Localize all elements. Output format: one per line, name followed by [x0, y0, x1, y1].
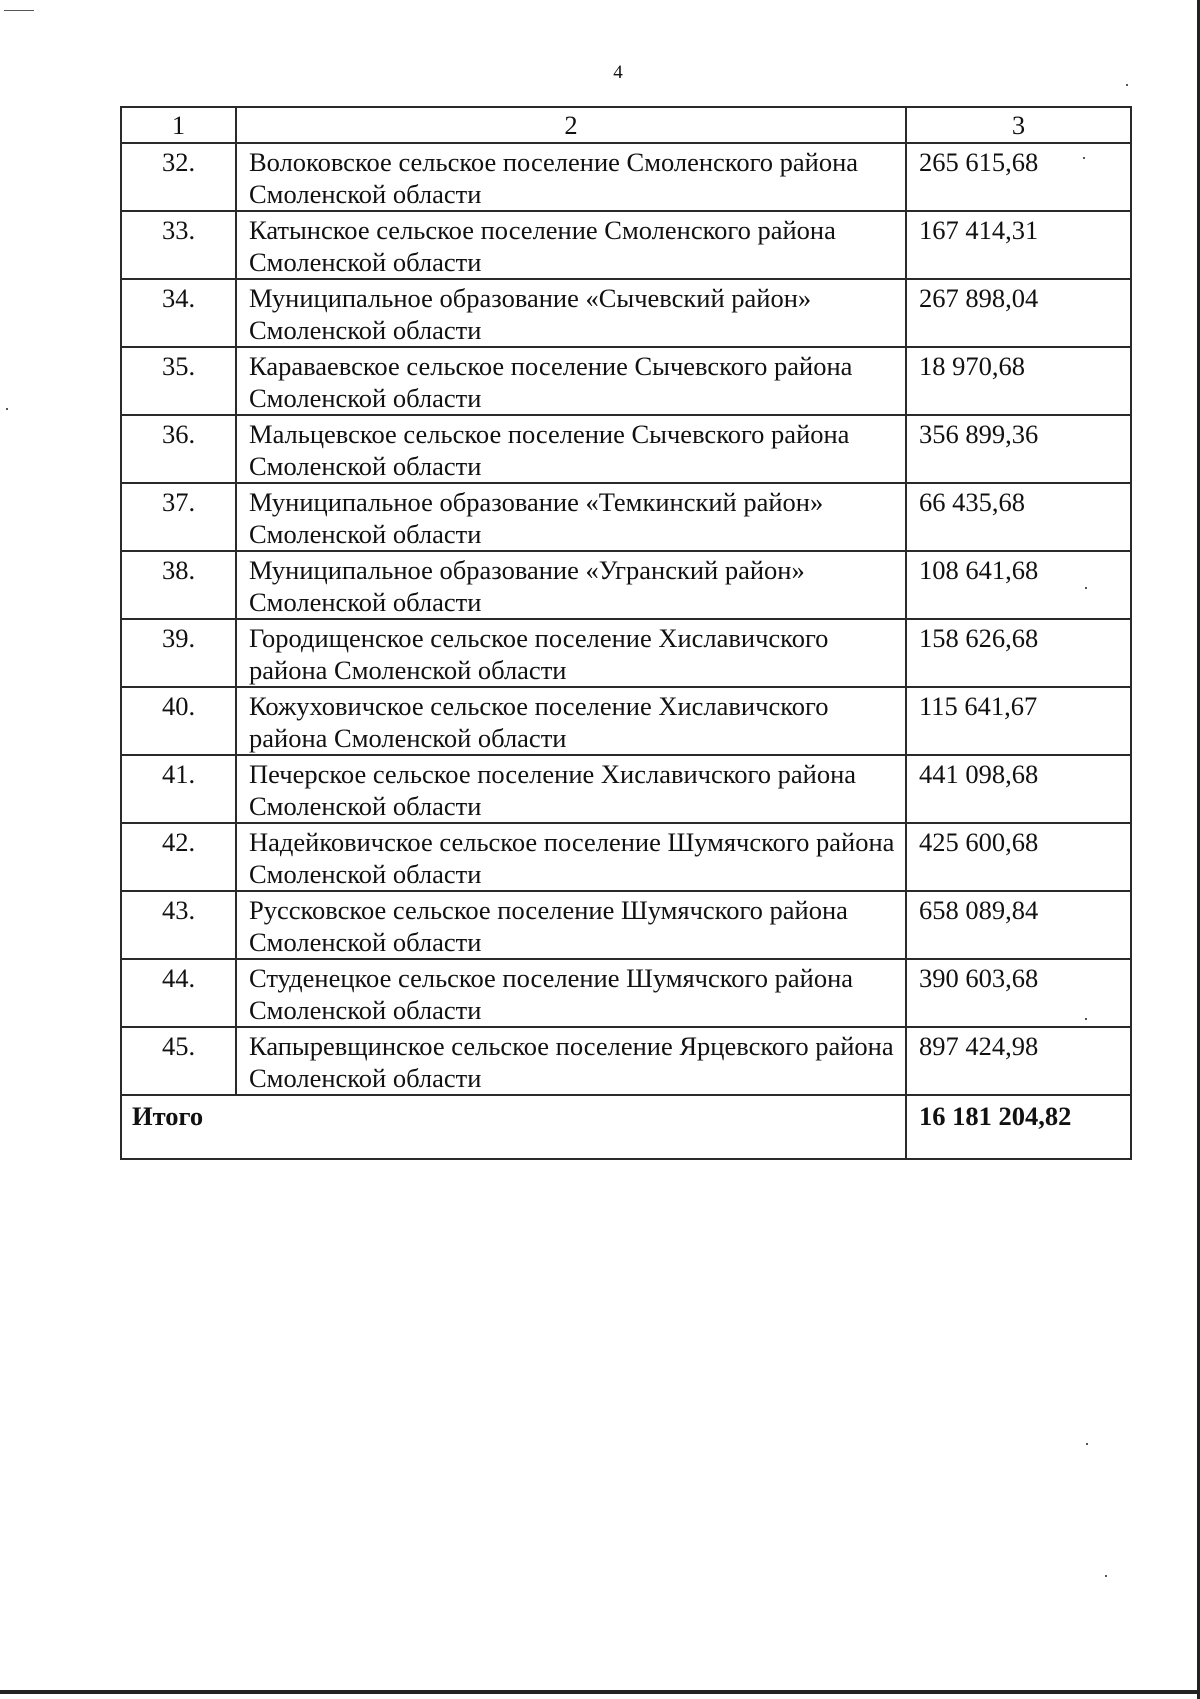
- table-row: [121, 891, 1131, 959]
- amount-value: 108 641,68: [906, 551, 1131, 619]
- municipality-name: Печерское сельское поселение Хиславичского района Смоленской области: [236, 755, 906, 823]
- municipality-name: Катынское сельское поселение Смоленского района Смоленской области: [236, 211, 906, 279]
- table-row: [121, 755, 1131, 823]
- amount-value: 18 970,68: [906, 347, 1131, 415]
- municipality-name: Муниципальное образование «Темкинский район» Смоленской области: [236, 483, 906, 551]
- amount-value: 658 089,84: [906, 891, 1131, 959]
- amount-value: 390 603,68: [906, 959, 1131, 1027]
- row-number: 44.: [121, 959, 236, 1027]
- scan-mark: [1085, 1018, 1087, 1020]
- row-number: 43.: [121, 891, 236, 959]
- amount-value: 356 899,36: [906, 415, 1131, 483]
- column-header: 2: [236, 107, 906, 143]
- row-number: 40.: [121, 687, 236, 755]
- scan-mark: [1105, 1575, 1107, 1577]
- municipality-name: Караваевское сельское поселение Сычевского района Смоленской области: [236, 347, 906, 415]
- municipality-name: Городищенское сельское поселение Хиславичского района Смоленской области: [236, 619, 906, 687]
- amount-value: 267 898,04: [906, 279, 1131, 347]
- municipality-name: Руссковское сельское поселение Шумячского района Смоленской области: [236, 891, 906, 959]
- row-number: 35.: [121, 347, 236, 415]
- municipality-name: Надейковичское сельское поселение Шумячского района Смоленской области: [236, 823, 906, 891]
- total-label: Итого: [121, 1095, 906, 1159]
- table-row: [121, 687, 1131, 755]
- row-number: 39.: [121, 619, 236, 687]
- municipality-name: Муниципальное образование «Угранский район» Смоленской области: [236, 551, 906, 619]
- scan-edge: [0, 1690, 1200, 1694]
- scan-mark: [4, 10, 34, 11]
- row-number: 37.: [121, 483, 236, 551]
- amount-value: 425 600,68: [906, 823, 1131, 891]
- table-row: [121, 823, 1131, 891]
- municipality-name: Кожуховичское сельское поселение Хиславичского района Смоленской области: [236, 687, 906, 755]
- row-number: 32.: [121, 143, 236, 211]
- allocation-table: [120, 106, 1132, 1160]
- row-number: 38.: [121, 551, 236, 619]
- municipality-name: Капыревщинское сельское поселение Ярцевского района Смоленской области: [236, 1027, 906, 1095]
- scan-mark: [1086, 1443, 1088, 1445]
- table-row: [121, 619, 1131, 687]
- table-row: [121, 1027, 1131, 1095]
- column-header: 3: [906, 107, 1131, 143]
- row-number: 33.: [121, 211, 236, 279]
- table-row: [121, 483, 1131, 551]
- scan-mark: [1085, 587, 1087, 589]
- total-row: [121, 1095, 1131, 1159]
- row-number: 42.: [121, 823, 236, 891]
- amount-value: 441 098,68: [906, 755, 1131, 823]
- amount-value: 158 626,68: [906, 619, 1131, 687]
- row-number: 34.: [121, 279, 236, 347]
- table-row: [121, 959, 1131, 1027]
- amount-value: 265 615,68: [906, 143, 1131, 211]
- municipality-name: Студенецкое сельское поселение Шумячского района Смоленской области: [236, 959, 906, 1027]
- table-row: [121, 143, 1131, 211]
- scan-mark: [1126, 84, 1128, 86]
- row-number: 36.: [121, 415, 236, 483]
- table-row: [121, 415, 1131, 483]
- table-row: [121, 279, 1131, 347]
- column-header: 1: [121, 107, 236, 143]
- table-header-row: [121, 107, 1131, 143]
- municipality-name: Муниципальное образование «Сычевский район» Смоленской области: [236, 279, 906, 347]
- municipality-name: Мальцевское сельское поселение Сычевского района Смоленской области: [236, 415, 906, 483]
- page-number: 4: [613, 62, 623, 83]
- amount-value: 167 414,31: [906, 211, 1131, 279]
- table-row: [121, 347, 1131, 415]
- scan-mark: [1083, 157, 1085, 159]
- municipality-name: Волоковское сельское поселение Смоленского района Смоленской области: [236, 143, 906, 211]
- scan-mark: [6, 408, 8, 410]
- amount-value: 115 641,67: [906, 687, 1131, 755]
- table-row: [121, 211, 1131, 279]
- row-number: 45.: [121, 1027, 236, 1095]
- table-row: [121, 551, 1131, 619]
- row-number: 41.: [121, 755, 236, 823]
- amount-value: 897 424,98: [906, 1027, 1131, 1095]
- total-amount: 16 181 204,82: [906, 1095, 1131, 1159]
- amount-value: 66 435,68: [906, 483, 1131, 551]
